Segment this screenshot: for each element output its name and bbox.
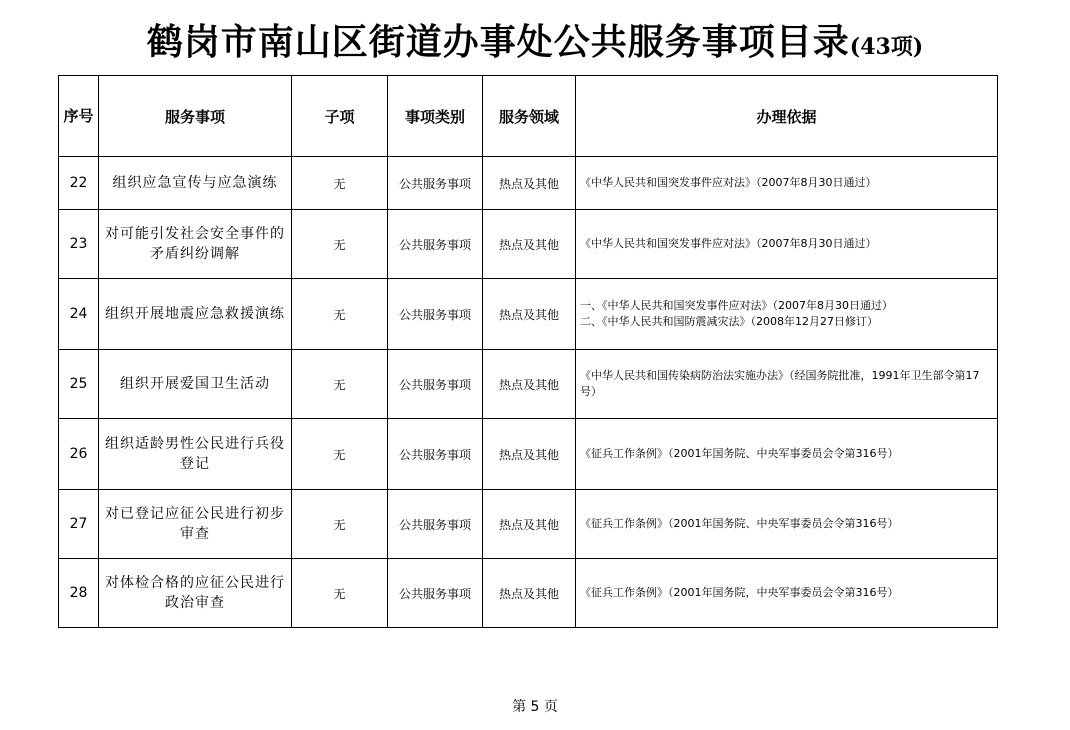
category-cell: 公共服务事项 bbox=[388, 210, 483, 279]
basis-line: 一、《中华人民共和国突发事件应对法》（2007年8月30日通过） bbox=[580, 299, 893, 312]
basis-cell bbox=[576, 419, 998, 490]
domain-cell: 热点及其他 bbox=[483, 210, 576, 279]
domain-cell: 热点及其他 bbox=[483, 490, 576, 559]
table-header-row bbox=[59, 76, 998, 157]
basis-cell bbox=[576, 490, 998, 559]
row-number: 25 bbox=[59, 350, 99, 419]
service-table bbox=[58, 75, 998, 628]
category-cell: 公共服务事项 bbox=[388, 350, 483, 419]
service-name: 组织开展地震应急救援演练 bbox=[99, 279, 292, 350]
service-name: 对已登记应征公民进行初步审查 bbox=[99, 490, 292, 559]
header-subitem: 子项 bbox=[292, 76, 388, 157]
table-row bbox=[59, 279, 998, 350]
service-name: 组织开展爱国卫生活动 bbox=[99, 350, 292, 419]
basis-cell bbox=[576, 210, 998, 279]
basis-line: 《征兵工作条例》（2001年国务院、中央军事委员会令第316号） bbox=[580, 517, 899, 530]
table-row bbox=[59, 559, 998, 628]
subitem-cell: 无 bbox=[292, 279, 388, 350]
row-number: 23 bbox=[59, 210, 99, 279]
service-name: 对可能引发社会安全事件的矛盾纠纷调解 bbox=[99, 210, 292, 279]
basis-cell bbox=[576, 157, 998, 210]
table-row bbox=[59, 490, 998, 559]
domain-cell: 热点及其他 bbox=[483, 559, 576, 628]
service-name: 组织应急宣传与应急演练 bbox=[99, 157, 292, 210]
subitem-cell: 无 bbox=[292, 350, 388, 419]
row-number: 26 bbox=[59, 419, 99, 490]
header-seq: 序号 bbox=[59, 76, 99, 157]
service-name: 组织适龄男性公民进行兵役登记 bbox=[99, 419, 292, 490]
category-cell: 公共服务事项 bbox=[388, 157, 483, 210]
header-category: 事项类别 bbox=[388, 76, 483, 157]
basis-cell bbox=[576, 350, 998, 419]
table-row bbox=[59, 210, 998, 279]
basis-line: 《中华人民共和国突发事件应对法》（2007年8月30日通过） bbox=[580, 176, 877, 189]
row-number: 27 bbox=[59, 490, 99, 559]
domain-cell: 热点及其他 bbox=[483, 157, 576, 210]
service-name: 对体检合格的应征公民进行政治审查 bbox=[99, 559, 292, 628]
header-domain: 服务领域 bbox=[483, 76, 576, 157]
title-text: 鹤岗市南山区街道办事处公共服务事项目录 bbox=[146, 21, 850, 63]
basis-cell bbox=[576, 559, 998, 628]
subitem-cell: 无 bbox=[292, 490, 388, 559]
page-number: 第 5 页 bbox=[512, 699, 558, 715]
header-basis: 办理依据 bbox=[576, 76, 998, 157]
basis-cell bbox=[576, 279, 998, 350]
header-service: 服务事项 bbox=[99, 76, 292, 157]
table-row bbox=[59, 350, 998, 419]
basis-line: 《中华人民共和国突发事件应对法》（2007年8月30日通过） bbox=[580, 237, 877, 250]
row-number: 22 bbox=[59, 157, 99, 210]
basis-line: 《中华人民共和国传染病防治法实施办法》（经国务院批准，1991年卫生部令第17号） bbox=[580, 369, 980, 398]
page-title bbox=[0, 14, 1070, 65]
table-row bbox=[59, 419, 998, 490]
basis-line: 二、《中华人民共和国防震减灾法》（2008年12月27日修订） bbox=[580, 315, 878, 328]
domain-cell: 热点及其他 bbox=[483, 279, 576, 350]
subitem-cell: 无 bbox=[292, 559, 388, 628]
category-cell: 公共服务事项 bbox=[388, 419, 483, 490]
subitem-cell: 无 bbox=[292, 419, 388, 490]
table-row bbox=[59, 157, 998, 210]
row-number: 28 bbox=[59, 559, 99, 628]
category-cell: 公共服务事项 bbox=[388, 279, 483, 350]
category-cell: 公共服务事项 bbox=[388, 559, 483, 628]
subitem-cell: 无 bbox=[292, 157, 388, 210]
row-number: 24 bbox=[59, 279, 99, 350]
title-count: (43项) bbox=[849, 34, 924, 60]
domain-cell: 热点及其他 bbox=[483, 419, 576, 490]
basis-line: 《征兵工作条例》（2001年国务院，中央军事委员会令第316号） bbox=[580, 586, 899, 599]
category-cell: 公共服务事项 bbox=[388, 490, 483, 559]
domain-cell: 热点及其他 bbox=[483, 350, 576, 419]
subitem-cell: 无 bbox=[292, 210, 388, 279]
basis-line: 《征兵工作条例》（2001年国务院、中央军事委员会令第316号） bbox=[580, 447, 899, 460]
